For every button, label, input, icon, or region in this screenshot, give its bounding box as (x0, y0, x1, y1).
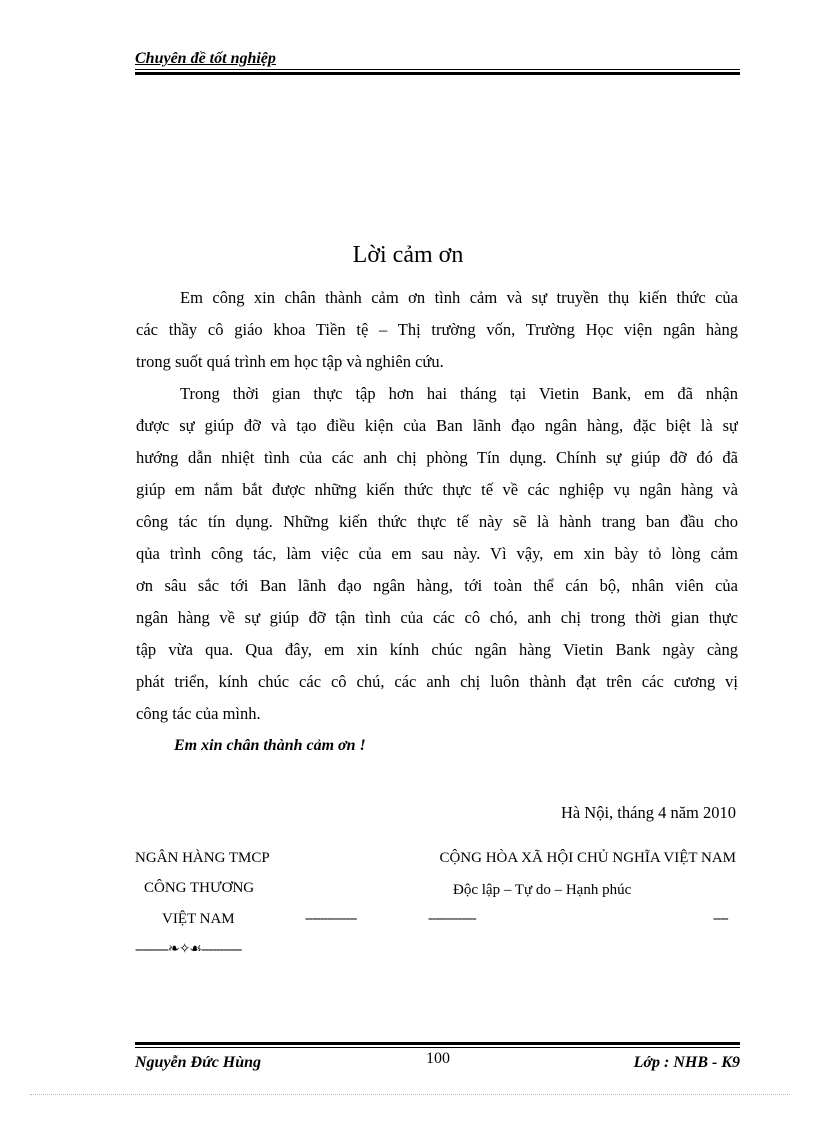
header-rule-thin (135, 69, 740, 70)
republic-motto: Độc lập – Tự do – Hạnh phúc (453, 882, 632, 898)
republic-title: CỘNG HÒA XÃ HỘI CHỦ NGHĨA VIỆT NAM (439, 850, 736, 866)
text-line: công tác tín dụng. Những kiến thức thực tế này sẽ là hành trang ban đầu cho (136, 512, 738, 531)
place-date: Hà Nội, tháng 4 năm 2010 (560, 803, 736, 822)
text-line: trong suốt quá trình em học tập và nghiên cứu. (136, 352, 444, 371)
text-line: ngân hàng về sự giúp đỡ tận tình của các cô chó, anh chị trong thời gian thực (136, 608, 738, 627)
text-line: tập vừa qua. Qua đây, em xin kính chúc ngân hàng Vietin Bank ngày càng (136, 640, 738, 659)
page-edge-dotted-line (30, 1094, 790, 1095)
footer-class: Lớp : NHB - K9 (633, 1054, 740, 1071)
page-number: 100 (426, 1050, 450, 1067)
header-rule-thick (135, 72, 740, 75)
bank-name-line-3: VIỆT NAM (162, 911, 235, 927)
footer-rule-thick (135, 1042, 740, 1045)
bank-name-line-2: CÔNG THƯƠNG (144, 880, 255, 896)
text-line: Em công xin chân thành cảm ơn tình cảm và sự truyền thụ kiến thức của (180, 288, 738, 307)
text-line: được sự giúp đỡ và tạo điều kiện của Ban lãnh đạo ngân hàng, đặc biệt là sự (136, 416, 738, 435)
paragraph-1 (136, 282, 738, 378)
text-line: giúp em nắm bắt được những kiến thức thực tế về các nghiệp vụ ngân hàng và (136, 480, 738, 499)
bank-ornament: ---------❧✧☙----------- (135, 942, 242, 957)
republic-dash-1: -------------- (305, 911, 357, 926)
text-line: ơn sâu sắc tới Ban lãnh đạo ngân hàng, tới toàn thể cán bộ, nhân viên của (136, 576, 738, 595)
footer-rule-thin (135, 1047, 740, 1048)
republic-dash-3: ---- (713, 911, 728, 926)
text-line: hướng dẫn nhiệt tình của các anh chị phòng Tín dụng. Chính sự giúp đỡ đó đã (136, 448, 738, 467)
text-line: công tác của mình. (136, 704, 261, 723)
paragraph-2 (136, 378, 738, 730)
text-line: qủa trình công tác, làm việc của em sau này. Vì vậy, em xin bày tỏ lòng cảm (136, 544, 738, 563)
bank-name-line-1: NGÂN HÀNG TMCP (135, 850, 270, 866)
footer-author: Nguyễn Đức Hùng (135, 1054, 262, 1071)
closing-thanks: Em xin chân thành cảm ơn ! (174, 737, 366, 754)
text-line: các thầy cô giáo khoa Tiền tệ – Thị trường vốn, Trường Học viện ngân hàng (136, 320, 738, 339)
text-line: Trong thời gian thực tập hơn hai tháng tại Vietin Bank, em đã nhận (180, 384, 738, 403)
text-line: phát triển, kính chúc các cô chú, các anh chị luôn thành đạt trên các cương vị (136, 672, 738, 691)
header-title: Chuyên đề tốt nghiệp (135, 50, 276, 67)
republic-dash-2: ------------- (428, 911, 476, 926)
page-title: Lời cảm ơn (352, 242, 464, 268)
